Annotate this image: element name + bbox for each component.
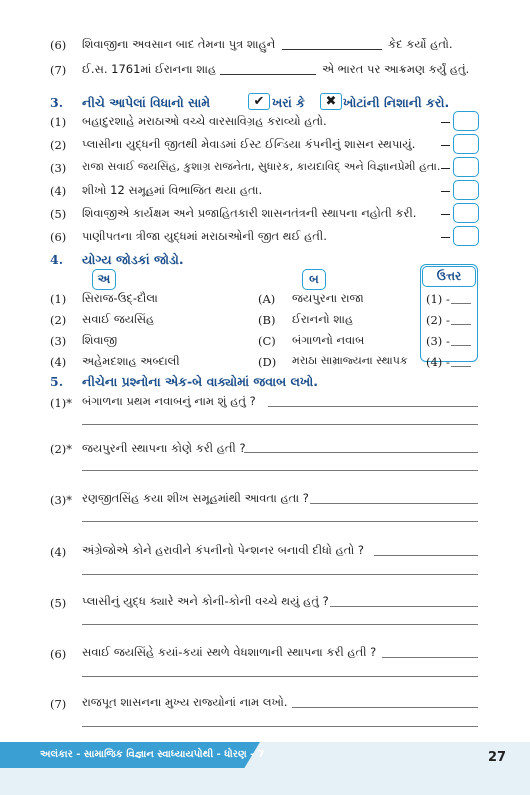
answer-blank[interactable] [451,324,471,325]
column-a-item: સવાઈ જયસિંહ [82,312,155,326]
column-b-letter: (B) [258,313,276,327]
column-a-item: સિરાજ-ઉદ્-દૌલા [82,291,158,305]
dash [441,237,450,238]
column-b-item: જયપુરના રાજા [292,291,364,305]
column-b-item: બંગાળનો નવાબ [292,333,365,347]
item-number: (4) [50,184,67,198]
item-number: (2) [50,138,67,152]
item-number: (5) [50,207,67,221]
answer-line[interactable] [330,606,478,607]
answer-blank[interactable] [451,345,471,346]
section-number: 5. [50,374,64,389]
answer-line[interactable] [382,657,478,658]
column-b-letter: (D) [258,355,277,369]
question-number: (1)* [50,396,73,410]
section-heading: યોગ્ય જોડકાં જોડો. [82,252,184,267]
answer-blank[interactable] [220,74,316,75]
answer-label: (2) - [426,313,450,327]
answer-line[interactable] [82,470,478,471]
item-text: શીખો 12 સમૂહમાં વિભાજિત થયા હતા. [82,183,263,197]
answer-line[interactable] [82,424,478,425]
answer-line[interactable] [292,707,478,708]
answer-line[interactable] [82,574,478,575]
row-number: (2) [50,313,67,327]
section-heading: નીચેના પ્રશ્નોના એક-બે વાક્યોમાં જવાબ લખો. [82,374,319,389]
question-number: (6) [50,38,67,52]
heading-part: નીચે આપેલાં વિધાનો સામે [82,95,211,110]
answer-line[interactable] [268,406,478,407]
answer-blank[interactable] [282,49,382,50]
section-number: 4. [50,252,64,267]
row-number: (3) [50,334,67,348]
column-b-item: મરાઠા સામ્રાજ્યના સ્થાપક [292,354,408,367]
answer-line[interactable] [82,624,478,625]
answer-box[interactable] [453,203,479,223]
answer-box[interactable] [453,134,479,154]
heading-part: ખરાં કે [272,95,305,110]
answer-label: (3) - [426,334,450,348]
answer-blank[interactable] [451,366,471,367]
column-a-item: અહેમદશાહ અબ્દાલી [82,354,180,368]
item-number: (3) [50,161,67,175]
question-text: શિવાજીના અવસાન બાદ તેમના પુત્ર શાહુને [82,37,276,51]
answer-label: (1) - [426,292,450,306]
question-number: (7) [50,697,67,711]
question-number: (3)* [50,493,73,507]
question-text: ઈ.સ. 1761માં ઈરાનના શાહ [82,62,217,76]
question-text: જયપુરની સ્થાપના કોણે કરી હતી ? [82,441,246,455]
dash [441,191,450,192]
question-text: પ્લાસીનું યુદ્ધ ક્યારે અને કોની-કોની વચ્ચે થયું હતું ? [82,594,329,608]
item-text: પાણીપતના ત્રીજા યુદ્ધમાં મરાઠાઓની જીત થઈ હતી. [82,229,327,243]
question-number: (5) [50,596,67,610]
item-text: બહાદુરશાહે મરાઠાઓ વચ્ચે વારસાવિગ્રહ કરાવ્યો હતો. [82,114,327,128]
item-text: પ્લાસીના યુદ્ધની જીતથી મેવાડમાં ઈસ્ટ ઈન્ડિયા કંપનીનું શાસન સ્થપાયું. [82,137,416,151]
heading-part: ખોટાંની નિશાની કરો. [343,95,450,110]
column-a-item: શિવાજી [82,333,118,347]
question-text-end: કેદ કર્યો હતો. [388,37,453,51]
answer-column-header: ઉત્તર [422,266,476,287]
dash [441,214,450,215]
answer-line[interactable] [82,676,478,677]
question-text: બંગાળના પ્રથમ નવાબનું નામ શું હતું ? [82,394,256,408]
cross-mark-icon: ✖ [320,93,342,110]
dash [441,122,450,123]
question-number: (7) [50,63,67,77]
column-b-letter: (C) [258,334,276,348]
question-text: અંગ્રેજોએ કોને હરાવીને કંપનીનો પેન્શનર બનાવી દીધો હતો ? [82,543,365,557]
answer-blank[interactable] [451,303,471,304]
question-text: રણજીતસિંહ કયા શીખ સમૂહમાંથી આવતા હતા ? [82,491,309,505]
answer-line[interactable] [244,452,478,453]
column-b-header: બ [302,269,326,290]
answer-line[interactable] [310,503,478,504]
row-number: (1) [50,292,67,306]
answer-line[interactable] [82,521,478,522]
question-text-end: એ ભારત પર આક્રમણ કર્યું હતું. [322,62,470,76]
dash [441,145,450,146]
item-number: (1) [50,115,67,129]
question-number: (6) [50,647,67,661]
answer-box[interactable] [453,180,479,200]
answer-line[interactable] [82,726,478,727]
answer-label: (4) - [426,355,450,369]
item-number: (6) [50,230,67,244]
item-text: રાજા સવાઈ જયસિંહ, કુશાગ્ર રાજનેતા, સુધારક, કાયદાવિદ્ અને વિજ્ઞાનપ્રેમી હતા. [82,160,441,173]
dash [441,168,450,169]
question-number: (2)* [50,442,73,456]
section-number: 3. [50,95,64,110]
column-b-letter: (A) [258,292,276,306]
page-number: 27 [488,750,507,765]
question-text: સવાઈ જયસિંહે કયાં-કયાં સ્થળે વેધશાળાની સ્થાપના કરી હતી ? [82,645,377,659]
footer-book-title: અલંકાર - સામાજિક વિજ્ઞાન સ્વાધ્યાયપોથી - ધોરણ - 7 [40,749,265,760]
question-text: રાજપૂત શાસનના મુખ્ય રાજ્યોનાં નામ લખો. [82,695,288,709]
row-number: (4) [50,355,67,369]
column-b-item: ઈરાનનો શાહ [292,312,354,326]
answer-line[interactable] [374,555,478,556]
question-number: (4) [50,545,67,559]
item-text: શિવાજીએ કાર્યક્ષમ અને પ્રજાહિતકારી શાસનતંત્રની સ્થાપના નહોતી કરી. [82,206,417,220]
answer-box[interactable] [453,226,479,246]
answer-box[interactable] [453,111,479,131]
answer-box[interactable] [453,157,479,177]
check-mark-icon: ✔ [248,93,270,110]
column-a-header: અ [92,269,116,290]
